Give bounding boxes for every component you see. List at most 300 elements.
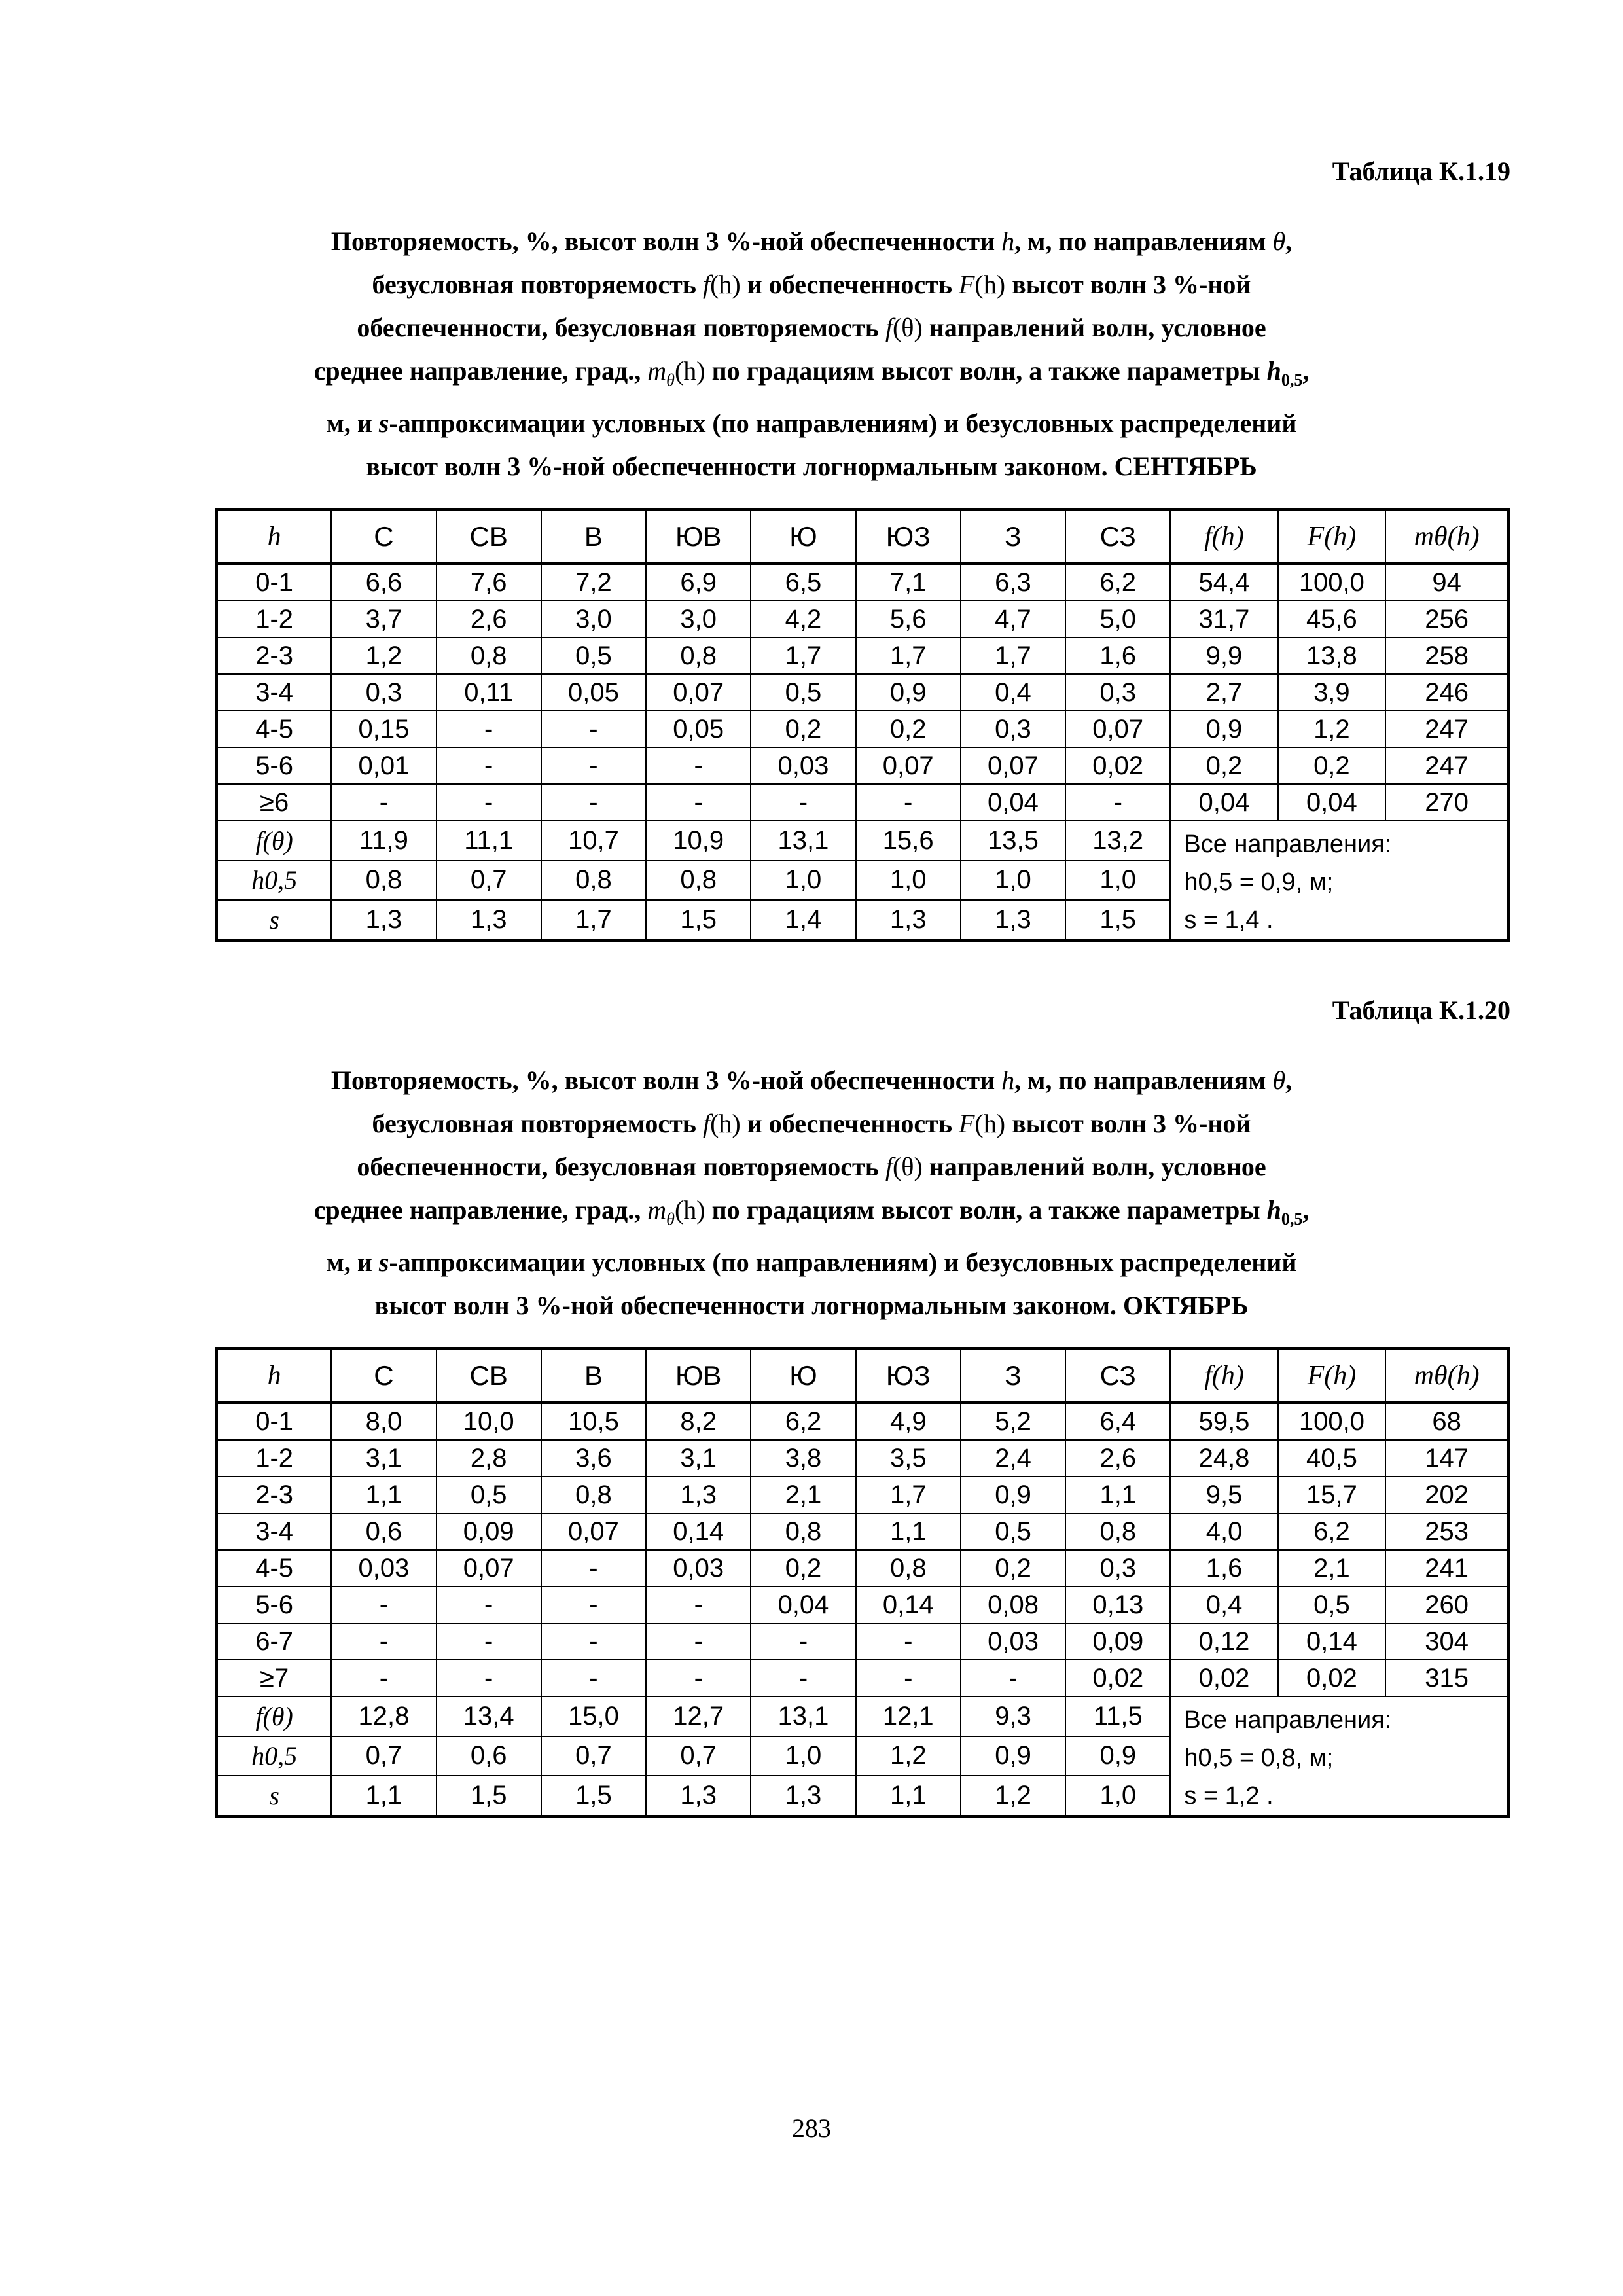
- table-cell: 8,2: [646, 1403, 751, 1440]
- table-cell: 1,6: [1170, 1550, 1277, 1587]
- caption-text: -аппроксимации условных (по направлениям) и безусловных распределений: [389, 408, 1297, 438]
- table-cell: 0,4: [961, 674, 1065, 711]
- table-cell: 1,0: [856, 861, 961, 901]
- table-cell: -: [541, 1660, 646, 1696]
- table-cell: 246: [1385, 674, 1508, 711]
- table-row: [217, 1623, 1509, 1660]
- data-table: [215, 1347, 1510, 1818]
- table-cell: 0,03: [646, 1550, 751, 1587]
- caption-math: (h): [710, 270, 741, 299]
- table-cell: -: [541, 1587, 646, 1623]
- table-cell: 7,6: [437, 564, 541, 601]
- table-cell: 0,5: [751, 674, 855, 711]
- table-cell: 0,04: [751, 1587, 855, 1623]
- table-cell: 0,01: [331, 747, 436, 784]
- table-cell: 1,3: [437, 900, 541, 941]
- row-header: 2-3: [217, 1477, 332, 1513]
- table-cell: 0,03: [751, 747, 855, 784]
- table-cell: 0,03: [961, 1623, 1065, 1660]
- table-cell: 0,8: [541, 1477, 646, 1513]
- row-header: 3-4: [217, 674, 332, 711]
- column-header: СЗ: [1065, 1349, 1170, 1403]
- table-cell: -: [541, 1550, 646, 1587]
- caption-math: θ: [1272, 226, 1286, 256]
- table-cell: 0,07: [541, 1513, 646, 1550]
- table-cell: 0,5: [541, 637, 646, 674]
- column-header: В: [541, 510, 646, 564]
- table-cell: 0,02: [1278, 1660, 1386, 1696]
- table-cell: 4,7: [961, 601, 1065, 637]
- caption-subscript: 0,5: [1281, 1210, 1303, 1229]
- table-cell: 3,7: [331, 601, 436, 637]
- caption-line: [196, 1102, 1427, 1145]
- table-cell: -: [331, 1623, 436, 1660]
- table-cell: -: [856, 1623, 961, 1660]
- table-cell: 0,2: [856, 711, 961, 747]
- table-cell: 0,4: [1170, 1587, 1277, 1623]
- table-row: [217, 674, 1509, 711]
- table-cell: 0,14: [646, 1513, 751, 1550]
- table-cell: -: [646, 784, 751, 821]
- table-cell: 6,2: [751, 1403, 855, 1440]
- column-header: f(h): [1170, 1349, 1277, 1403]
- table-cell: 0,5: [1278, 1587, 1386, 1623]
- table-cell: 1,7: [856, 637, 961, 674]
- table-row: [217, 1477, 1509, 1513]
- table-cell: 0,07: [437, 1550, 541, 1587]
- caption-text: и обеспеченность: [740, 1109, 959, 1138]
- table-cell: 6,9: [646, 564, 751, 601]
- table-cell: 12,8: [331, 1696, 436, 1736]
- caption-text: среднее направление, град.,: [313, 356, 648, 386]
- table-cell: 1,1: [856, 1776, 961, 1816]
- summary-line: h0,5 = 0,8, м;: [1184, 1744, 1334, 1772]
- table-cell: 1,6: [1065, 637, 1170, 674]
- table-cell: 6,4: [1065, 1403, 1170, 1440]
- caption-math: (h): [974, 270, 1006, 299]
- table-cell: 1,5: [646, 900, 751, 941]
- table-cell: 9,5: [1170, 1477, 1277, 1513]
- table-cell: 3,5: [856, 1440, 961, 1477]
- table-cell: -: [961, 1660, 1065, 1696]
- row-header: 6-7: [217, 1623, 332, 1660]
- table-cell: -: [331, 1660, 436, 1696]
- caption-text: направлений волн, условное: [922, 313, 1266, 342]
- column-header: З: [961, 510, 1065, 564]
- table-cell: 68: [1385, 1403, 1508, 1440]
- table-cell: 0,9: [856, 674, 961, 711]
- table-cell: -: [437, 1623, 541, 1660]
- table-cell: 1,1: [856, 1513, 961, 1550]
- caption-text: по градациям высот волн, а также параметры: [705, 356, 1267, 386]
- table-cell: 0,8: [437, 637, 541, 674]
- column-header: С: [331, 510, 436, 564]
- table-cell: 0,02: [1065, 1660, 1170, 1696]
- table-row: [217, 1587, 1509, 1623]
- table-cell: 1,3: [331, 900, 436, 941]
- table-cell: -: [646, 747, 751, 784]
- caption-text: обеспеченности, безусловная повторяемость: [357, 313, 885, 342]
- table-cell: 0,8: [646, 861, 751, 901]
- table-cell: 0,08: [961, 1587, 1065, 1623]
- row-header: 4-5: [217, 711, 332, 747]
- table-cell: 0,07: [646, 674, 751, 711]
- table-cell: 0,02: [1170, 1660, 1277, 1696]
- caption-text: безусловная повторяемость: [372, 1109, 703, 1138]
- table-cell: 0,8: [856, 1550, 961, 1587]
- table-cell: -: [437, 1587, 541, 1623]
- table-cell: 7,2: [541, 564, 646, 601]
- table-row: [217, 747, 1509, 784]
- table-cell: 1,3: [646, 1477, 751, 1513]
- table-cell: 0,9: [961, 1736, 1065, 1776]
- row-header: 5-6: [217, 1587, 332, 1623]
- table-cell: 13,1: [751, 821, 855, 861]
- summary-line: h0,5 = 0,9, м;: [1184, 869, 1334, 896]
- table-cell: 260: [1385, 1587, 1508, 1623]
- table-cell: 13,5: [961, 821, 1065, 861]
- table-cell: 0,3: [1065, 1550, 1170, 1587]
- caption-line: [196, 1241, 1427, 1284]
- table-cell: 1,0: [751, 1736, 855, 1776]
- caption-text: -аппроксимации условных (по направлениям) и безусловных распределений: [389, 1247, 1297, 1277]
- caption-subscript: 0,5: [1281, 370, 1303, 389]
- table-cell: 0,7: [331, 1736, 436, 1776]
- table-row: [217, 1550, 1509, 1587]
- table-cell: 1,7: [856, 1477, 961, 1513]
- table-cell: 2,1: [1278, 1550, 1386, 1587]
- table-cell: 6,2: [1065, 564, 1170, 601]
- caption-line: [196, 1145, 1427, 1189]
- table-cell: 13,1: [751, 1696, 855, 1736]
- table-cell: 7,1: [856, 564, 961, 601]
- table-cell: 3,1: [646, 1440, 751, 1477]
- table-cell: 1,0: [1065, 1776, 1170, 1816]
- table-cell: 10,0: [437, 1403, 541, 1440]
- caption-text: среднее направление, град.,: [313, 1195, 648, 1225]
- table-row: [217, 1513, 1509, 1550]
- caption-math: f: [885, 1152, 893, 1181]
- caption-math-bold: h: [1266, 356, 1281, 386]
- table-cell: 59,5: [1170, 1403, 1277, 1440]
- table-row: [217, 637, 1509, 674]
- caption-line: [196, 1284, 1427, 1327]
- table-cell: 1,3: [751, 1776, 855, 1816]
- table-cell: 1,2: [1278, 711, 1386, 747]
- table-cell: 6,3: [961, 564, 1065, 601]
- caption-text: Повторяемость, %, высот волн 3 %-ной обеспеченности: [330, 226, 1002, 256]
- table-cell: 0,5: [437, 1477, 541, 1513]
- table-cell: 0,07: [961, 747, 1065, 784]
- table-cell: 258: [1385, 637, 1508, 674]
- row-header: 1-2: [217, 1440, 332, 1477]
- table-cell: -: [437, 784, 541, 821]
- table-cell: -: [437, 711, 541, 747]
- table-cell: 202: [1385, 1477, 1508, 1513]
- table-cell: 1,1: [1065, 1477, 1170, 1513]
- table-cell: -: [751, 784, 855, 821]
- table-cell: 11,9: [331, 821, 436, 861]
- table-cell: 3,9: [1278, 674, 1386, 711]
- caption-text: направлений волн, условное: [922, 1152, 1266, 1181]
- param-row: [217, 1696, 1509, 1736]
- table-cell: 0,8: [1065, 1513, 1170, 1550]
- table-cell: 11,5: [1065, 1696, 1170, 1736]
- summary-line: s = 1,4 .: [1184, 906, 1274, 934]
- table-cell: 0,6: [331, 1513, 436, 1550]
- table-cell: 3,0: [541, 601, 646, 637]
- caption-math-bold: s: [378, 1247, 389, 1277]
- summary-note: [1170, 821, 1508, 941]
- table-cell: 12,7: [646, 1696, 751, 1736]
- table-cell: 1,2: [331, 637, 436, 674]
- table-cell: 3,6: [541, 1440, 646, 1477]
- table-cell: 0,7: [541, 1736, 646, 1776]
- table-cell: -: [646, 1660, 751, 1696]
- table-cell: -: [437, 747, 541, 784]
- table-cell: 13,4: [437, 1696, 541, 1736]
- table-cell: 1,3: [646, 1776, 751, 1816]
- summary-line: Все направления:: [1184, 1706, 1392, 1734]
- table-cell: -: [331, 1587, 436, 1623]
- table-cell: 2,6: [1065, 1440, 1170, 1477]
- caption-line: [196, 350, 1427, 402]
- table-cell: -: [856, 1660, 961, 1696]
- table-cell: 0,02: [1065, 747, 1170, 784]
- table-cell: 0,14: [856, 1587, 961, 1623]
- table-cell: 0,04: [961, 784, 1065, 821]
- table-cell: 0,9: [1065, 1736, 1170, 1776]
- param-label: f(θ): [217, 821, 332, 861]
- table-cell: 0,11: [437, 674, 541, 711]
- table-cell: 0,2: [1170, 747, 1277, 784]
- caption-math: F: [958, 270, 975, 299]
- column-header: mθ(h): [1385, 1349, 1508, 1403]
- table-cell: 15,6: [856, 821, 961, 861]
- table-cell: 0,8: [751, 1513, 855, 1550]
- caption-line: [196, 306, 1427, 350]
- table-cell: 270: [1385, 784, 1508, 821]
- table-cell: 253: [1385, 1513, 1508, 1550]
- caption-math-bold: s: [378, 408, 389, 438]
- table-cell: 1,0: [751, 861, 855, 901]
- table-cell: 5,6: [856, 601, 961, 637]
- table-cell: 54,4: [1170, 564, 1277, 601]
- table-cell: 0,3: [1065, 674, 1170, 711]
- caption-text: безусловная повторяемость: [372, 270, 703, 299]
- table-cell: 2,1: [751, 1477, 855, 1513]
- caption-text: м, и: [326, 408, 379, 438]
- caption-text: , м, по направлениям: [1014, 226, 1273, 256]
- caption-math: F: [958, 1109, 975, 1138]
- table-cell: -: [856, 784, 961, 821]
- caption-text: ,: [1302, 356, 1310, 386]
- table-cell: 0,3: [331, 674, 436, 711]
- caption-text: и обеспеченность: [740, 270, 959, 299]
- column-header: СВ: [437, 510, 541, 564]
- table-cell: 3,0: [646, 601, 751, 637]
- param-label: s: [217, 1776, 332, 1816]
- caption-text: высот волн 3 %-ной обеспеченности логнормальным законом. ОКТЯБРЬ: [374, 1291, 1249, 1320]
- caption-subscript: θ: [666, 370, 675, 389]
- table-cell: 5,0: [1065, 601, 1170, 637]
- table-cell: -: [541, 711, 646, 747]
- row-header: ≥7: [217, 1660, 332, 1696]
- table-cell: -: [541, 747, 646, 784]
- caption-math: (h): [710, 1109, 741, 1138]
- column-header: h: [217, 510, 332, 564]
- table-cell: 45,6: [1278, 601, 1386, 637]
- table-cell: 15,0: [541, 1696, 646, 1736]
- caption-math: f: [885, 313, 893, 342]
- row-header: 4-5: [217, 1550, 332, 1587]
- row-header: 0-1: [217, 1403, 332, 1440]
- table-cell: 10,9: [646, 821, 751, 861]
- column-header: ЮВ: [646, 510, 751, 564]
- table-cell: 147: [1385, 1440, 1508, 1477]
- summary-line: s = 1,2 .: [1184, 1782, 1274, 1810]
- param-row: [217, 821, 1509, 861]
- table-caption: [196, 220, 1427, 488]
- table-cell: 4,9: [856, 1403, 961, 1440]
- summary-note: [1170, 1696, 1508, 1817]
- table-cell: 0,12: [1170, 1623, 1277, 1660]
- table-cell: 0,8: [646, 637, 751, 674]
- table-row: [217, 711, 1509, 747]
- table-cell: 9,3: [961, 1696, 1065, 1736]
- caption-math: (h): [674, 356, 705, 386]
- caption-math: (h): [674, 1195, 705, 1225]
- caption-line: [196, 220, 1427, 263]
- table-cell: 241: [1385, 1550, 1508, 1587]
- table-cell: 4,0: [1170, 1513, 1277, 1550]
- table-cell: 1,3: [961, 900, 1065, 941]
- row-header: ≥6: [217, 784, 332, 821]
- column-header: Ю: [751, 510, 855, 564]
- table-cell: 6,2: [1278, 1513, 1386, 1550]
- row-header: 3-4: [217, 1513, 332, 1550]
- table-cell: 1,7: [751, 637, 855, 674]
- table-cell: 40,5: [1278, 1440, 1386, 1477]
- table-row: [217, 564, 1509, 601]
- table-cell: 0,09: [437, 1513, 541, 1550]
- table-cell: -: [751, 1660, 855, 1696]
- table-cell: 1,0: [961, 861, 1065, 901]
- table-cell: 0,7: [646, 1736, 751, 1776]
- caption-math: f: [702, 270, 711, 299]
- table-cell: -: [437, 1660, 541, 1696]
- caption-text: обеспеченности, безусловная повторяемость: [357, 1152, 885, 1181]
- caption-math: m: [647, 1195, 667, 1225]
- table-cell: 0,9: [961, 1477, 1065, 1513]
- param-label: h0,5: [217, 1736, 332, 1776]
- row-header: 0-1: [217, 564, 332, 601]
- summary-line: Все направления:: [1184, 831, 1392, 858]
- column-header: Ю: [751, 1349, 855, 1403]
- table-cell: 11,1: [437, 821, 541, 861]
- table-cell: 0,7: [437, 861, 541, 901]
- table-cell: 247: [1385, 711, 1508, 747]
- table-cell: 100,0: [1278, 564, 1386, 601]
- table-cell: 1,3: [856, 900, 961, 941]
- page-number: 283: [792, 2113, 831, 2143]
- caption-line: [196, 402, 1427, 445]
- column-header: ЮЗ: [856, 1349, 961, 1403]
- table-row: [217, 1440, 1509, 1477]
- param-label: h0,5: [217, 861, 332, 901]
- caption-text: высот волн 3 %-ной: [1005, 1109, 1251, 1138]
- column-header: СЗ: [1065, 510, 1170, 564]
- table-cell: 8,0: [331, 1403, 436, 1440]
- table-cell: 0,3: [961, 711, 1065, 747]
- table-cell: 13,2: [1065, 821, 1170, 861]
- caption-math: h: [1001, 226, 1015, 256]
- table-cell: 0,2: [1278, 747, 1386, 784]
- table-cell: 15,7: [1278, 1477, 1386, 1513]
- table-cell: 1,5: [437, 1776, 541, 1816]
- table-cell: 1,4: [751, 900, 855, 941]
- data-table: [215, 508, 1510, 942]
- table-cell: 100,0: [1278, 1403, 1386, 1440]
- caption-math-bold: h: [1266, 1195, 1281, 1225]
- table-cell: 6,5: [751, 564, 855, 601]
- caption-subscript: θ: [666, 1210, 675, 1229]
- table-cell: 3,8: [751, 1440, 855, 1477]
- table-cell: 1,5: [541, 1776, 646, 1816]
- table-number: Таблица К.1.19: [1332, 156, 1510, 186]
- table-cell: 4,2: [751, 601, 855, 637]
- caption-line: [196, 263, 1427, 306]
- table-cell: 315: [1385, 1660, 1508, 1696]
- table-cell: 1,2: [961, 1776, 1065, 1816]
- caption-math: f: [702, 1109, 711, 1138]
- caption-math: θ: [1272, 1066, 1286, 1095]
- caption-line: [196, 1189, 1427, 1241]
- column-header: ЮВ: [646, 1349, 751, 1403]
- param-label: s: [217, 900, 332, 941]
- caption-text: ,: [1302, 1195, 1310, 1225]
- table-cell: 2,6: [437, 601, 541, 637]
- table-cell: 1,5: [1065, 900, 1170, 941]
- table-cell: 10,5: [541, 1403, 646, 1440]
- column-header: С: [331, 1349, 436, 1403]
- table-cell: 9,9: [1170, 637, 1277, 674]
- caption-math: h: [1001, 1066, 1015, 1095]
- column-header: ЮЗ: [856, 510, 961, 564]
- header-row: [217, 1349, 1509, 1403]
- table-cell: 247: [1385, 747, 1508, 784]
- column-header: f(h): [1170, 510, 1277, 564]
- table-cell: -: [331, 784, 436, 821]
- table-cell: -: [646, 1623, 751, 1660]
- column-header: СВ: [437, 1349, 541, 1403]
- table-row: [217, 1403, 1509, 1440]
- table-cell: 0,5: [961, 1513, 1065, 1550]
- table-cell: 0,2: [751, 1550, 855, 1587]
- table-cell: 2,4: [961, 1440, 1065, 1477]
- table-cell: 0,04: [1278, 784, 1386, 821]
- table-number: Таблица К.1.20: [1332, 996, 1510, 1025]
- table-cell: 0,05: [646, 711, 751, 747]
- row-header: 2-3: [217, 637, 332, 674]
- table-cell: 1,0: [1065, 861, 1170, 901]
- caption-line: [196, 1059, 1427, 1102]
- caption-text: Повторяемость, %, высот волн 3 %-ной обеспеченности: [330, 1066, 1002, 1095]
- table-caption: [196, 1059, 1427, 1327]
- column-header: h: [217, 1349, 332, 1403]
- column-header: F(h): [1278, 1349, 1386, 1403]
- table-cell: -: [1065, 784, 1170, 821]
